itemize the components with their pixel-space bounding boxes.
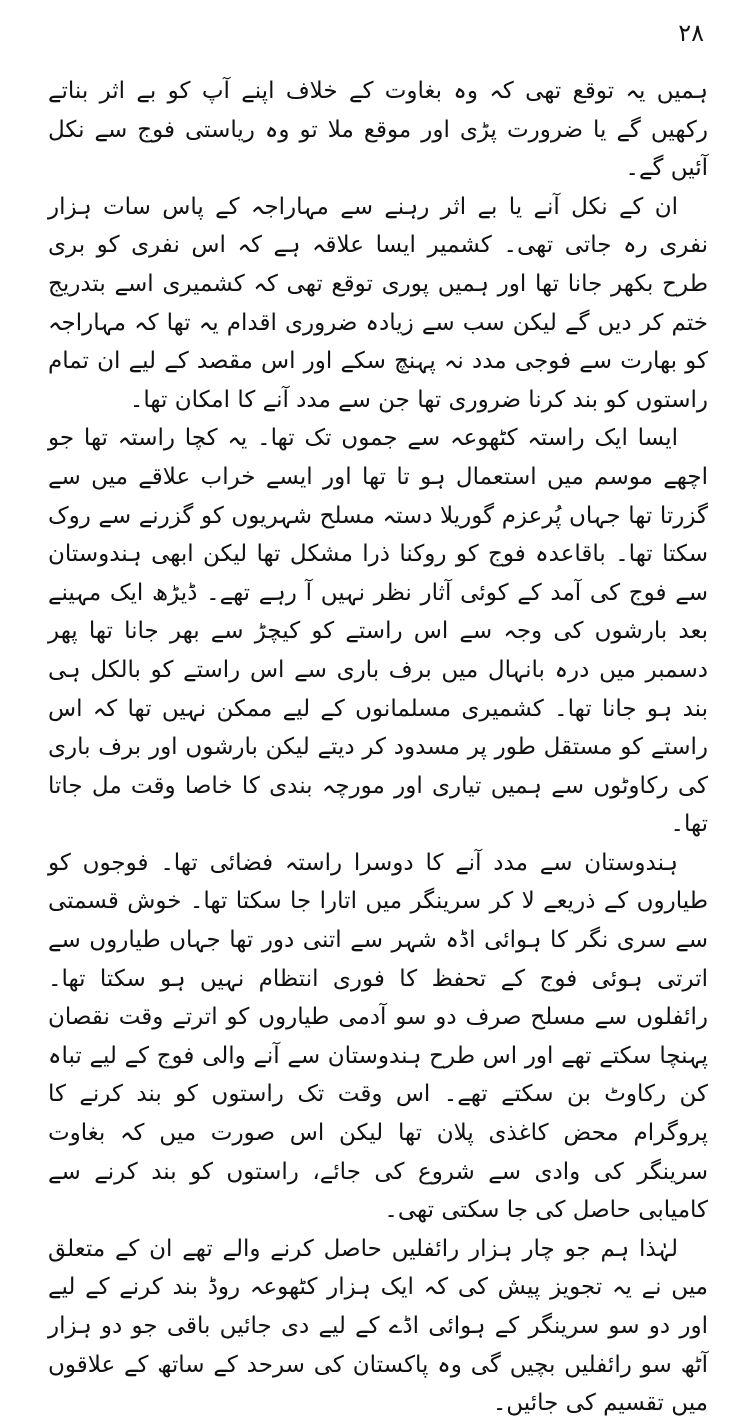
paragraph-5: لہٰذا ہم جو چار ہزار رائفلیں حاصل کرنے والے تھے ان کے متعلق میں نے یہ تجویز پیش کی کہ ایک ہزار کٹھوعہ روڈ بند کرنے کے لیے اور دو سو سرینگر کے ہوائی اڈے کے لیے دی جائیں باقی جو دو ہزار آٹھ سو رائفلیں بچیں گی وہ پاکستان کی سرحد کے ساتھ کے علاقوں میں تقسیم کی جائیں۔: [48, 1235, 708, 1417]
paragraph-1: ہمیں یہ توقع تھی کہ وہ بغاوت کے خلاف اپنے آپ کو بے اثر بناتے رکھیں گے یا ضرورت پڑی اور موقع ملا تو وہ ریاستی فوج سے نکل آئیں گے۔: [48, 78, 708, 182]
paragraph-3: ایسا ایک راستہ کٹھوعہ سے جموں تک تھا۔ یہ کچا راستہ تھا جو اچھے موسم میں استعمال ہو تا تھا اور ایسے خراب علاقے میں سے گزرتا تھا جہاں پُرعزم گوریلا دستہ مسلح شہریوں کو گزرنے سے روک سکتا تھا۔ باقاعدہ فوج کو روکنا ذرا مشکل تھا لیکن ابھی ہندوستان سے فوج کی آمد کے کوئی آثار نظر نہیں آ رہے تھے۔ ڈیڑھ ایک مہینے بعد بارشوں کی وجہ سے اس راستے کو کیچڑ سے بھر جانا تھا پھر دسمبر میں درہ بانہال میں برف باری سے اس راستے کو بالکل ہی بند ہو جانا تھا۔ کشمیری مسلمانوں کے لیے ممکن نہیں تھا کہ اس راستے کو مستقل طور پر مسدود کر دیتے لیکن بارشوں اور برف باری کی رکاوٹوں سے ہمیں تیاری اور مورچہ بندی کا خاصا وقت مل جاتا تھا۔: [48, 425, 708, 838]
paragraph-4: ہندوستان سے مدد آنے کا دوسرا راستہ فضائی تھا۔ فوجوں کو طیاروں کے ذریعے لا کر سرینگر میں اتارا جا سکتا تھا۔ خوش قسمتی سے سری نگر کا ہوائی اڈہ شہر سے اتنی دور تھا جہاں طیاروں سے اترتی ہوئی فوج کے تحفظ کا فوری انتظام نہیں ہو سکتا تھا۔ رائفلوں سے مسلح صرف دو سو آدمی طیاروں کو اترتے وقت نقصان پہنچا سکتے تھے اور اس طرح ہندوستان سے آنے والی فوج کے لیے تباہ کن رکاوٹ بن سکتے تھے۔ اس وقت تک راستوں کو بند کرنے کا پروگرام محض کاغذی پلان تھا لیکن اس صورت میں کہ بغاوت سرینگر کی وادی سے شروع کی جائے، راستوں کو بند کرنے سے کامیابی حاصل کی جا سکتی تھی۔: [48, 849, 708, 1224]
page-text-body: [48, 72, 708, 1423]
paragraph-2: ان کے نکل آنے یا بے اثر رہنے سے مہاراجہ کے پاس سات ہزار نفری رہ جاتی تھی۔ کشمیر ایسا علاقہ ہے کہ اس نفری کو بری طرح بکھر جانا تھا اور ہمیں پوری توقع تھی کہ کشمیری اسے بتدریج ختم کر دیں گے لیکن سب سے زیادہ ضروری اقدام یہ تھا کہ مہاراجہ کو بھارت سے فوجی مدد نہ پہنچ سکے اور اس مقصد کے لیے ان تمام راستوں کو بند کرنا ضروری تھا جن سے مدد آنے کا امکان تھا۔: [48, 193, 708, 413]
page-number: ۲۸: [678, 19, 704, 47]
